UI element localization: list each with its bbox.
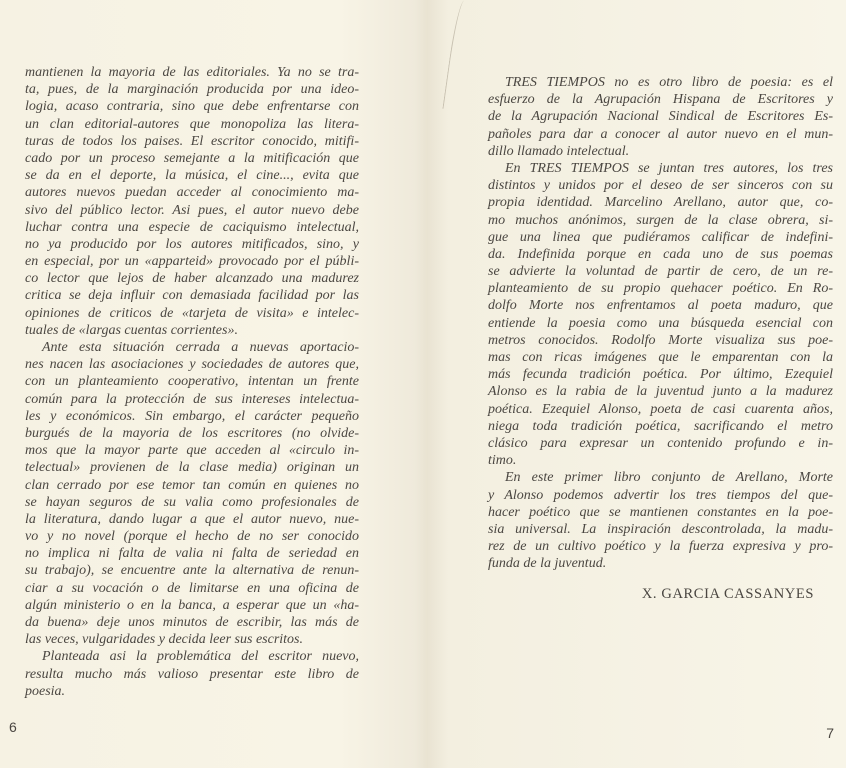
text-line: no ya producido por los autores mitificados, sino, y (25, 236, 359, 252)
text-line: En este primer libro conjunto de Arellano, Morte (505, 470, 833, 486)
text-line: da. Indefinida porque en cada uno de sus poemas (488, 246, 833, 262)
text-line: funda de la juventud. (488, 556, 607, 572)
text-line: hacer poético que se mantienen constantes en la poe- (488, 504, 833, 520)
text-line: ciar a su vocación o de limitarse en una oficina de (25, 580, 359, 596)
text-line: se hayan seguros de su valia como profesionales de (25, 494, 359, 510)
text-line: con un planteamiento cooperativo, intentan un frente (25, 374, 359, 390)
text-line: clásico para expresar un contenido profundo e in- (488, 435, 833, 451)
text-line: Planteada asi la problemática del escritor nuevo, (42, 649, 359, 665)
text-line: propia identidad. Marcelino Arellano, autor que, co- (488, 195, 833, 211)
text-line: pañoles para dar a conocer al autor nuevo en el mun- (488, 126, 833, 142)
text-line: metros conocidos. Rodolfo Morte visualiza sus poe- (488, 332, 833, 348)
text-line: más fecunda tradición poética. Por último, Ezequiel (488, 367, 833, 383)
text-line: rez de un cultivo poético y la fuerza expresiva y pro- (488, 539, 833, 555)
text-line: mos que la mayor parte que acceden al «circulo in- (25, 443, 359, 459)
text-line: su trabajo), se encuentre ante la alternativa de renun- (25, 563, 359, 579)
text-line: en especial, por un «apparteid» provocado por el públi- (25, 254, 359, 270)
left-page (0, 0, 422, 768)
text-line: resulta mucho más valioso presentar este libro de (25, 666, 359, 682)
text-line: tuales de «largas cuentas corrientes». (25, 322, 238, 338)
text-line: autores nuevos puedan acceder al conocimiento ma- (25, 185, 359, 201)
text-line: opiniones de criticos de «tarjeta de visita» e intelec- (25, 305, 359, 321)
text-line: entiende la poesia como una búsqueda esencial con (488, 315, 833, 331)
text-line: algún ministerio o en la banca, a esperar que un «ha- (25, 597, 359, 613)
text-line: mantienen la mayoria de las editoriales. Ya no se tra- (25, 65, 359, 80)
text-line: planteamiento de su propio quehacer poético. En Ro- (488, 281, 833, 297)
text-line: sivo del público lector. Asi pues, el autor nuevo debe (25, 202, 359, 218)
author-signature: X. GARCIA CASSANYES (641, 586, 814, 602)
text-line: Alonso es la rabia de la juventud junto a la madurez (488, 384, 833, 400)
text-line: de la Agrupación Nacional Sindical de Escritores Es- (488, 109, 833, 125)
text-line: En TRES TIEMPOS se juntan tres autores, los tres (505, 160, 833, 176)
right-page-text (488, 74, 833, 572)
text-line: poesia. (25, 683, 66, 699)
text-line: distintos y unidos por el deseo de ser sinceros con su (488, 178, 833, 194)
text-line: luchar contra una especie de caciquismo intelectual, (25, 219, 359, 235)
page-number-left: 6 (9, 719, 17, 735)
text-line: Ante esta situación cerrada a nuevas aportacio- (42, 340, 359, 355)
text-line: poética. Ezequiel Alonso, poeta de casi cuarenta años, (488, 401, 833, 417)
right-page (422, 0, 846, 768)
text-line: dolfo Morte nos enfrentamos al poeta maduro, que (488, 298, 833, 314)
text-line: co lector que lejos de haber alcanzado una madurez (25, 271, 359, 287)
text-line: telectual» provienen de la clase media) originan un (25, 460, 359, 476)
text-line: logia, acaso contraria, sino que debe enfrentarse con (25, 99, 359, 115)
text-line: timo. (488, 453, 517, 469)
page-number-right: 7 (826, 725, 834, 741)
text-line: dillo llamado intelectual. (488, 143, 630, 159)
text-line: no implica ni falta de valia ni falta de seriedad en (25, 546, 359, 562)
text-line: se da en el deporte, la música, el cine..., evita que (25, 168, 359, 184)
left-page-text (25, 64, 359, 700)
text-line: TRES TIEMPOS no es otro libro de poesia: es el (505, 75, 833, 90)
text-line: niega toda tradición poética, sacrificando el metro (488, 418, 833, 434)
text-line: turas de todos los paises. El escritor conocido, mitifi- (25, 133, 359, 149)
text-line: ta, pues, de la marginación producida por una ideo- (25, 82, 359, 98)
text-line: les y económicos. Sin embargo, el carácter pequeño (25, 408, 359, 424)
text-line: cado por un proceso semejante a la mitificación que (25, 150, 359, 166)
text-line: mas con ricas imágenes que le emparentan con la (488, 350, 833, 365)
text-line: las veces, vulgaridades y decida leer sus escritos. (25, 632, 303, 648)
text-line: se advierte la voluntad de partir de cero, de un re- (488, 264, 833, 280)
text-line: y Alonso podemos advertir los tres tiempos del que- (488, 487, 833, 503)
text-line: vo y no novel (porque el hecho de no ser conocido (25, 529, 359, 545)
text-line: esfuerzo de la Agrupación Hispana de Escritores y (488, 92, 833, 108)
text-line: sia universal. La inspiración descontrolada, la madu- (488, 521, 833, 537)
text-line: mo muchos anónimos, surgen de la clase obrera, si- (488, 212, 833, 228)
text-line: gue una linea que pudiéramos calificar de indefini- (488, 229, 833, 245)
text-line: nes nacen las asociaciones y sociedades de autores que, (25, 357, 359, 373)
text-line: un clan editorial-autores que monopoliza las litera- (25, 116, 359, 132)
text-line: da buena» deje unos minutos de escribir, las más de (25, 615, 359, 630)
text-line: común para la protección de sus intereses intelectua- (25, 391, 359, 407)
text-line: critica se deja influir con demasiada facilidad por las (25, 288, 359, 304)
text-line: clan cerrado por ese temor tan común en quienes no (25, 477, 359, 493)
text-line: la literatura, dando lugar a que el autor nuevo, nue- (25, 511, 359, 527)
text-line: burgués de la mayoria de los escritores (no olvide- (25, 425, 359, 441)
